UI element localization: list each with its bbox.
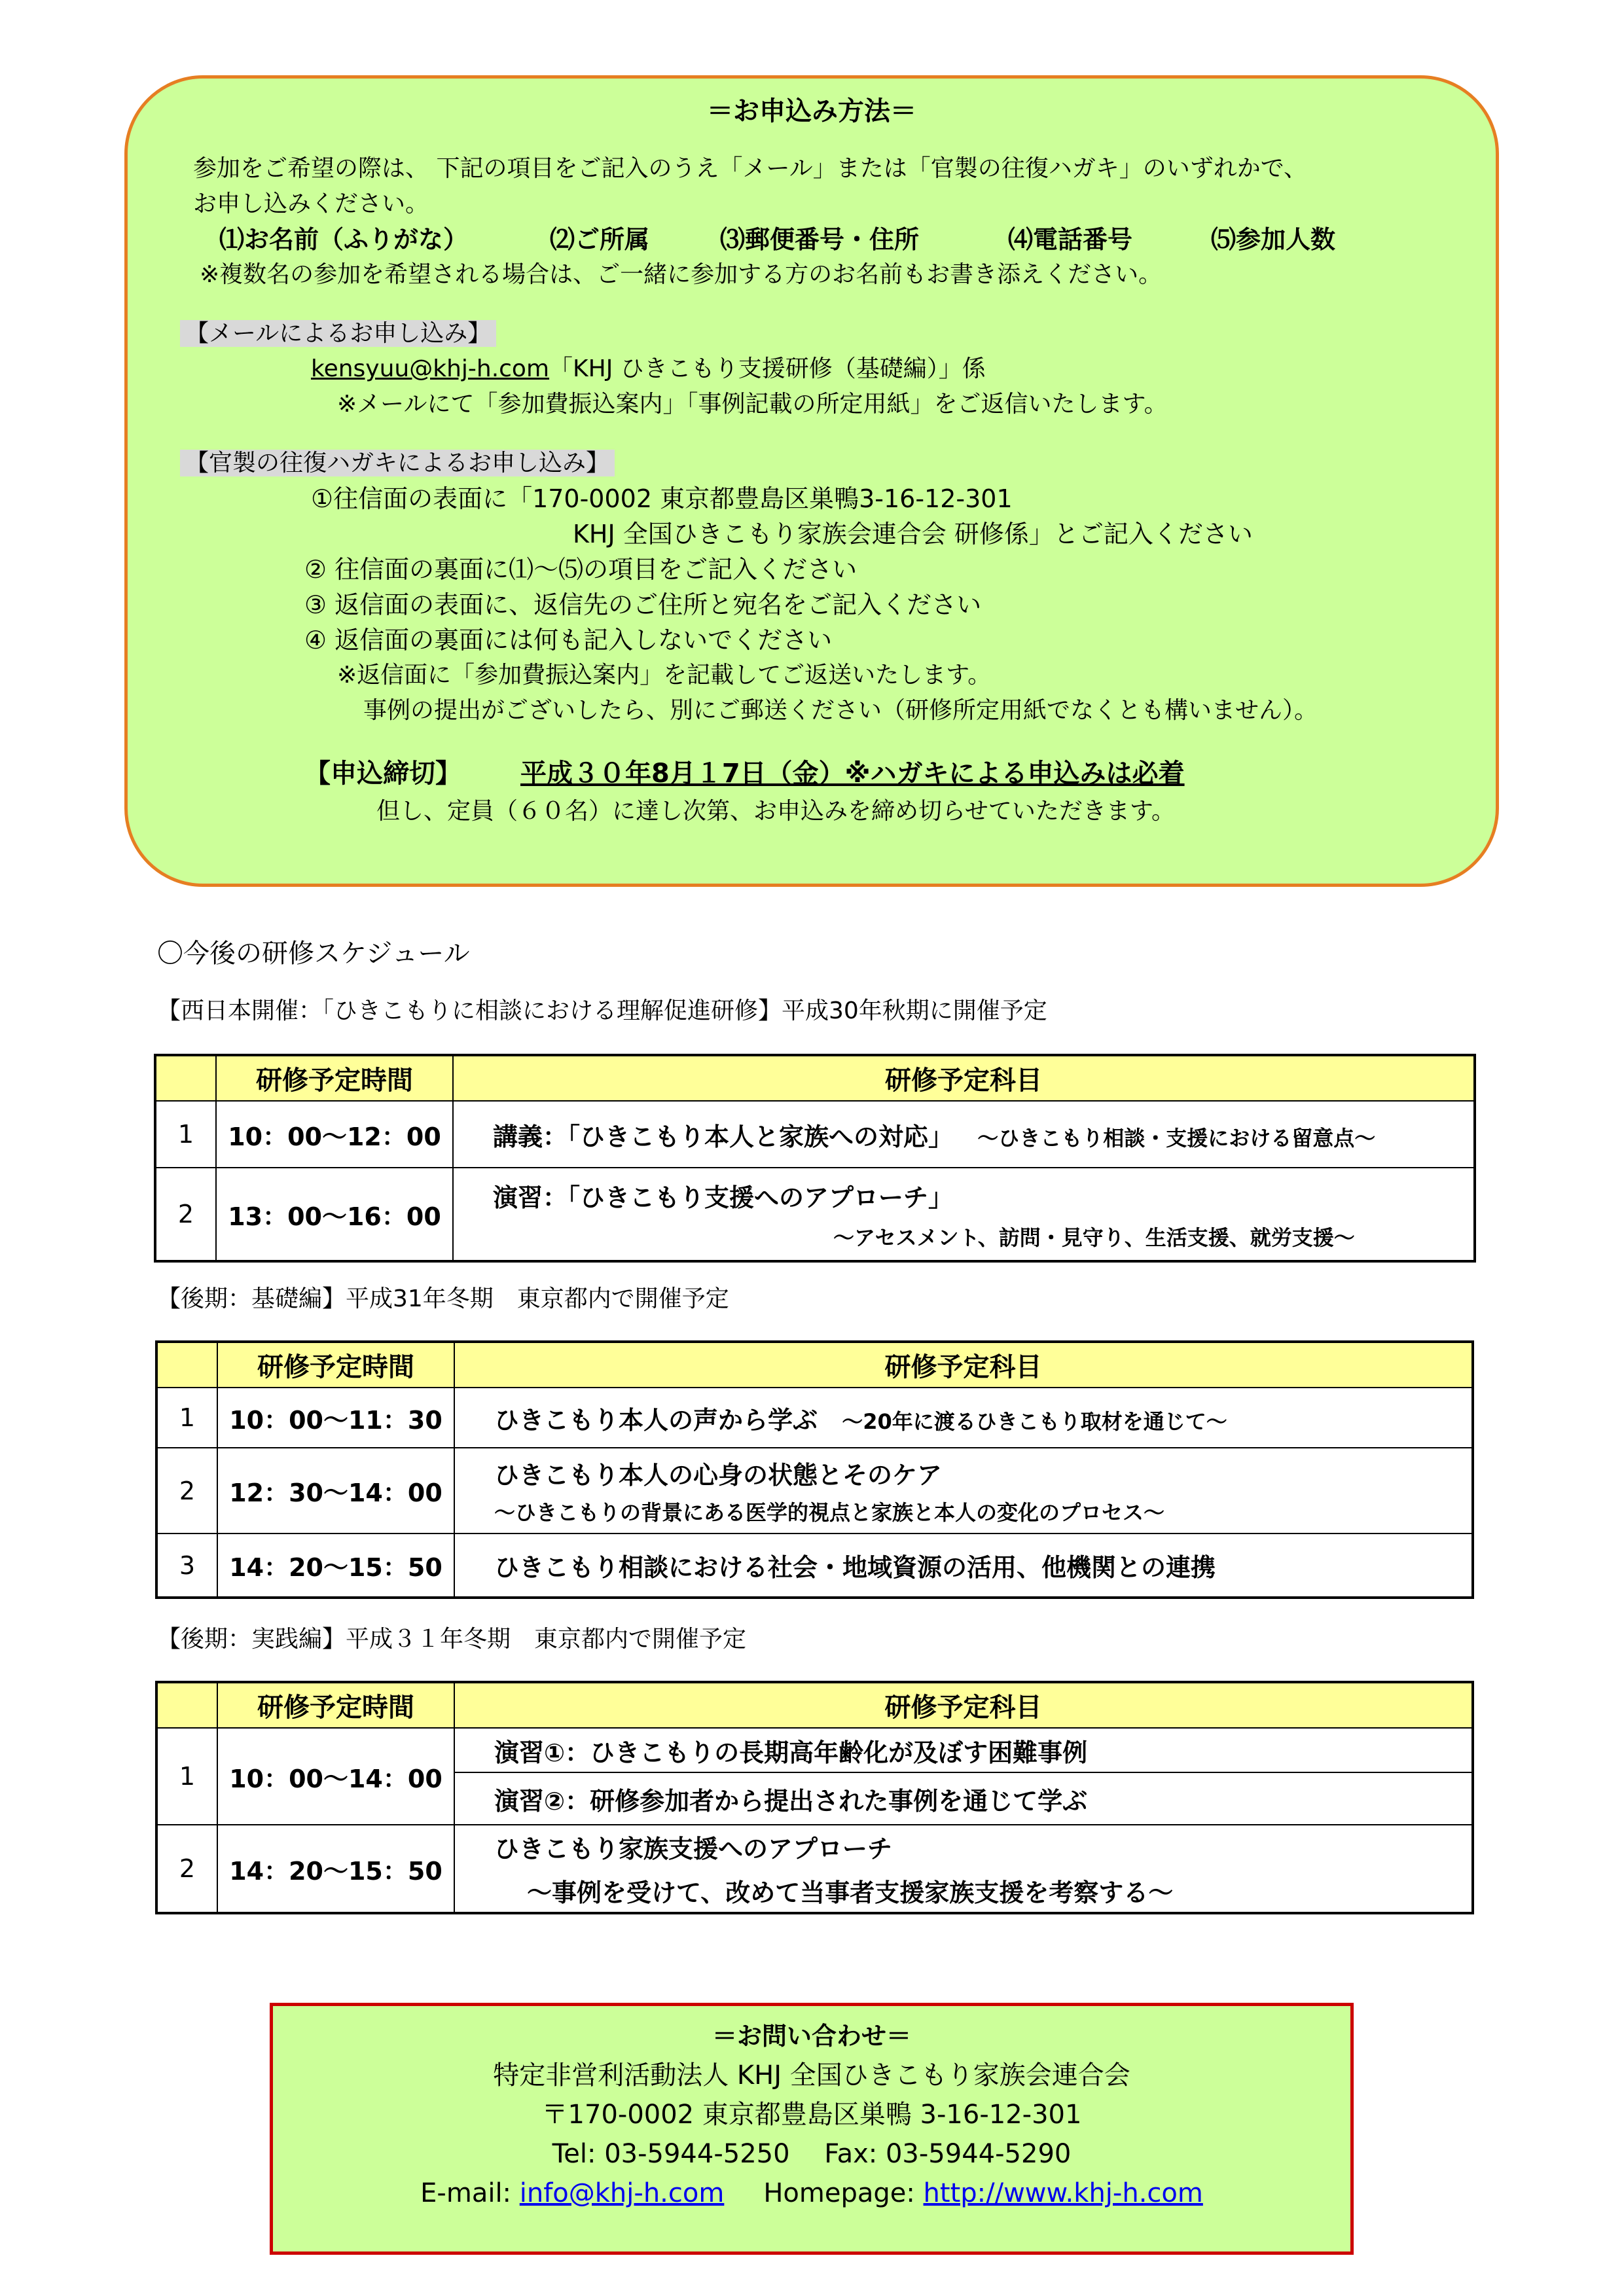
homepage-label: Homepage:	[763, 2178, 924, 2208]
row-subject	[453, 1168, 1475, 1261]
row-subject	[454, 1448, 1473, 1534]
postcard-note-1: ※返信面に「参加費振込案内」を記載してご返送いたします。	[337, 662, 992, 689]
row-number: 2	[156, 1448, 217, 1534]
table-row	[156, 1388, 1473, 1448]
postcard-step-2: ② 往信面の裏面に⑴～⑸の項目をご記入ください	[304, 555, 857, 584]
postcard-step-4: ④ 返信面の裏面には何も記入しないでください	[304, 626, 833, 655]
row-subject-2: 演習②：研修参加者から提出された事例を通じて学ぶ	[454, 1772, 1473, 1825]
row-number: 1	[155, 1101, 216, 1168]
contact-org: 特定非営利活動法人 KHJ 全国ひきこもり家族会連合会	[493, 2060, 1130, 2090]
mail-heading: 【メールによるお申し込み】	[180, 320, 496, 347]
table-header-row	[155, 1055, 1475, 1101]
row-number: 1	[156, 1388, 217, 1448]
row-time: 14：20～15：50	[217, 1534, 454, 1598]
subject-sub: ～ひきこもり相談・支援における留意点～	[977, 1125, 1376, 1151]
col-subject-header: 研修予定科目	[454, 1342, 1473, 1388]
west-title: 【西日本開催：「ひきこもりに相談における理解促進研修】平成30年秋期に開催予定	[157, 997, 1047, 1024]
mail-note: ※メールにて「参加費振込案内」「事例記載の所定用紙」をご返信いたします。	[337, 391, 1168, 418]
col-subject-header: 研修予定科目	[454, 1682, 1473, 1728]
col-subject-header: 研修予定科目	[453, 1055, 1475, 1101]
table-row	[155, 1168, 1475, 1261]
subject-sub: ～事例を受けて、改めて当事者支援家族支援を考察する～	[527, 1878, 1174, 1907]
table-header-row	[156, 1342, 1473, 1388]
row-subject	[453, 1101, 1475, 1168]
contact-address: 〒170-0002 東京都豊島区巣鴨 3-16-12-301	[541, 2100, 1082, 2130]
item-name: ⑴お名前（ふりがな）	[219, 225, 469, 254]
subject-main: 演習：「ひきこもり支援へのアプローチ」	[493, 1183, 954, 1212]
west-schedule-table	[154, 1054, 1476, 1263]
intro-line-2: お申し込みください。	[193, 190, 429, 217]
col-time-header: 研修予定時間	[217, 1342, 454, 1388]
subject-main: ひきこもり本人の声から学ぶ	[494, 1405, 818, 1435]
contact-web-line	[273, 2179, 1350, 2208]
row-time: 10：00～12：00	[216, 1101, 453, 1168]
subject-sub: ～ひきこもりの背景にある医学的視点と家族と本人の変化のプロセス～	[494, 1500, 1165, 1525]
email-label: E-mail:	[420, 2178, 520, 2208]
row-number: 3	[156, 1534, 217, 1598]
table-row	[156, 1534, 1473, 1598]
table-row	[156, 1728, 1473, 1772]
note-multi: ※複数名の参加を希望される場合は、ご一緒に参加する方のお名前もお書き添えください。	[200, 261, 1163, 288]
subject-main: 講義：「ひきこもり本人と家族への対応」	[493, 1122, 954, 1151]
item-phone: ⑷電話番号	[1008, 225, 1133, 254]
homepage-link[interactable]: http://www.khj-h.com	[923, 2178, 1203, 2208]
item-affiliation: ⑵ご所属	[550, 225, 650, 254]
postcard-step-1a: ①往信面の表面に「170-0002 東京都豊島区巣鴨3-16-12-301	[311, 484, 1013, 513]
row-subject	[454, 1534, 1473, 1598]
deadline-text: 平成３０年8月１7日（金）※ハガキによる申込みは必着	[520, 759, 1185, 789]
item-count: ⑸参加人数	[1211, 225, 1336, 254]
row-subject: 演習①：ひきこもりの長期高年齢化が及ぼす困難事例	[454, 1728, 1473, 1772]
row-time: 10：00～11：30	[217, 1388, 454, 1448]
table-row	[156, 1825, 1473, 1913]
row-time: 13：00～16：00	[216, 1168, 453, 1261]
col-time-header: 研修予定時間	[217, 1682, 454, 1728]
col-time-header: 研修予定時間	[216, 1055, 453, 1101]
subject-main: ひきこもり家族支援へのアプローチ	[494, 1835, 893, 1863]
basic-title: 【後期：基礎編】平成31年冬期 東京都内で開催予定	[157, 1285, 729, 1312]
row-time: 12：30～14：00	[217, 1448, 454, 1534]
row-subject	[454, 1388, 1473, 1448]
practice-schedule-table	[155, 1681, 1474, 1914]
postcard-step-3: ③ 返信面の表面に、返信先のご住所と宛名をご記入ください	[304, 590, 982, 619]
table-row	[156, 1448, 1473, 1534]
basic-schedule-table	[155, 1340, 1474, 1599]
contact-title: ＝お問い合わせ＝	[712, 2022, 911, 2051]
mail-subject: 「KHJ ひきこもり支援研修（基礎編）」係	[549, 355, 986, 382]
deadline-label: 【申込締切】	[304, 759, 461, 789]
row-time: 14：20～15：50	[217, 1825, 454, 1913]
contact-box	[270, 2003, 1354, 2255]
table-header-row	[156, 1682, 1473, 1728]
subject-main: ひきこもり相談における社会・地域資源の活用、他機関との連携	[494, 1553, 1216, 1582]
row-time: 10：00～14：00	[217, 1728, 454, 1825]
application-box	[124, 75, 1499, 887]
postcard-step-1b: KHJ 全国ひきこもり家族会連合会 研修係」とご記入ください	[573, 520, 1253, 548]
row-subject	[454, 1825, 1473, 1913]
application-title: ＝お申込み方法＝	[707, 96, 916, 126]
schedule-heading: 〇今後の研修スケジュール	[157, 939, 470, 969]
postcard-heading: 【官製の往復ハガキによるお申し込み】	[180, 450, 615, 476]
table-row	[155, 1101, 1475, 1168]
row-number: 2	[156, 1825, 217, 1913]
mail-address-link[interactable]: kensyuu@khj-h.com	[311, 355, 550, 382]
subject-sub: ～20年に渡るひきこもり取材を通じて～	[842, 1408, 1227, 1434]
row-number: 1	[156, 1728, 217, 1825]
item-address: ⑶郵便番号・住所	[720, 225, 920, 254]
postcard-note-2: 事例の提出がございしたら、別にご郵送ください（研修所定用紙でなくとも構いません）。	[363, 697, 1318, 724]
subject-main: ひきこもり本人の心身の状態とそのケア	[494, 1461, 943, 1490]
mail-line	[311, 356, 986, 382]
practice-title: 【後期：実践編】平成３１年冬期 東京都内で開催予定	[157, 1626, 747, 1653]
contact-tel-fax: Tel: 03-5944-5250 Fax: 03-5944-5290	[552, 2139, 1072, 2169]
subject-sub: ～アセスメント、訪問・見守り、生活支援、就労支援～	[833, 1225, 1355, 1250]
row-number: 2	[155, 1168, 216, 1261]
intro-line-1: 参加をご希望の際は、 下記の項目をご記入のうえ「メール」または「官製の往復ハガキ」のいずれかで、	[193, 155, 1308, 182]
email-link[interactable]: info@khj-h.com	[519, 2178, 725, 2208]
capacity-note: 但し、定員（６０名）に達し次第、お申込みを締め切らせていただきます。	[376, 798, 1176, 825]
